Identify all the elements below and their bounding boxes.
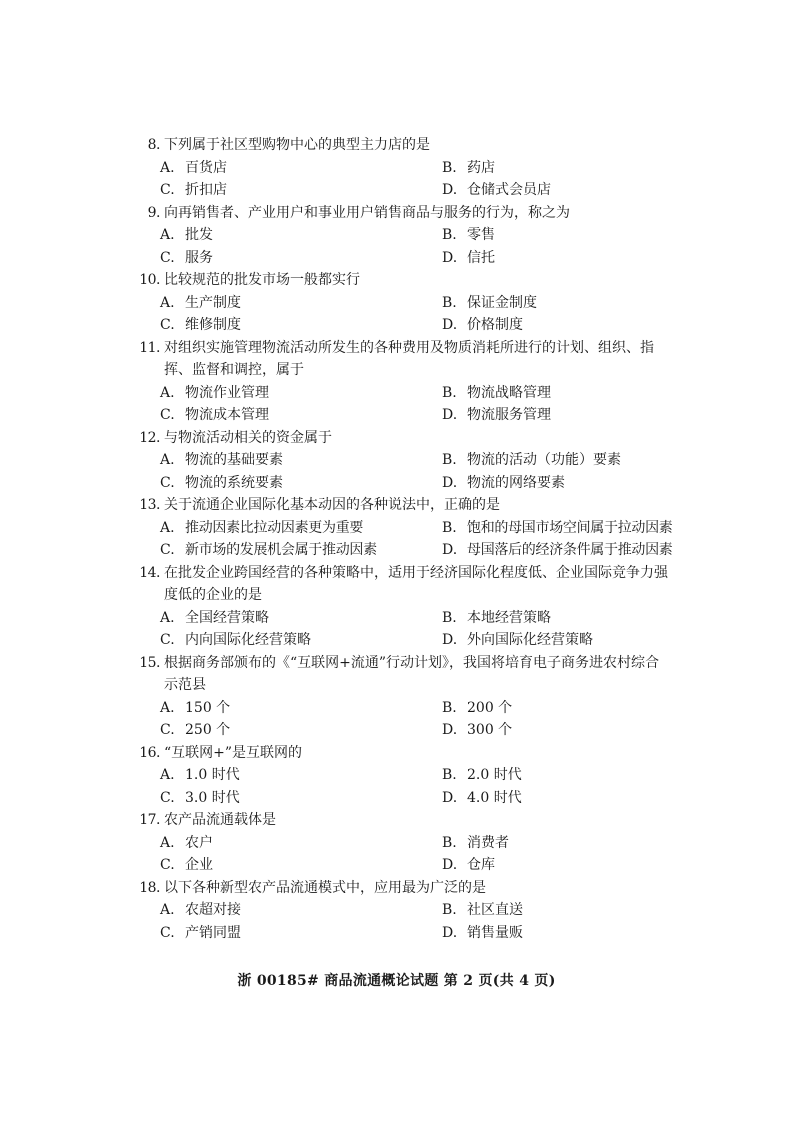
option-text: 母国落后的经济条件属于推动因素: [467, 542, 673, 558]
option-d: [442, 314, 705, 337]
option-text: 零售: [467, 227, 495, 243]
option-a: [160, 382, 442, 405]
option-c: [160, 472, 442, 495]
question-text: 根据商务部颁布的《“互联网+流通”行动计划》，我国将培育电子商务进农村综合示范县: [164, 654, 660, 693]
option-letter: C.: [160, 474, 175, 491]
option-letter: C.: [160, 407, 175, 423]
option-letter: B.: [442, 699, 457, 716]
option-c: [160, 787, 442, 810]
question-10: [126, 269, 671, 337]
option-text: 物流的活动（功能）要素: [467, 452, 621, 468]
option-text: 企业: [185, 857, 213, 873]
option-text: 内向国际化经营策略: [185, 632, 311, 648]
option-d: [442, 787, 705, 810]
question-text: 与物流活动相关的资金属于: [164, 429, 332, 446]
option-a: [160, 832, 442, 855]
option-grid: [126, 292, 671, 337]
option-letter: A.: [160, 699, 175, 716]
option-letter: C.: [160, 182, 175, 198]
option-letter: B.: [442, 159, 457, 176]
question-list: [126, 134, 671, 944]
question-13: [126, 494, 671, 562]
question-8: [126, 134, 671, 202]
option-c: [160, 719, 442, 742]
option-letter: C.: [160, 632, 175, 648]
question-text: 以下各种新型农产品流通模式中，应用最为广泛的是: [164, 879, 486, 896]
option-text: 250 个: [185, 722, 231, 738]
question-number: 16.: [139, 744, 160, 761]
option-a: [160, 517, 442, 540]
option-d: [442, 719, 705, 742]
option-grid: [126, 517, 671, 562]
option-letter: A.: [160, 767, 175, 783]
option-text: 全国经营策略: [185, 609, 269, 626]
option-text: 200 个: [467, 699, 513, 716]
option-grid: [126, 382, 671, 427]
option-text: 产销同盟: [185, 924, 241, 941]
question-stem: [126, 562, 671, 607]
option-c: [160, 922, 442, 945]
option-letter: A.: [160, 834, 175, 851]
option-a: [160, 224, 442, 247]
option-grid: [126, 449, 671, 494]
option-d: [442, 179, 705, 202]
question-stem: [126, 427, 671, 450]
question-number: 13.: [139, 497, 160, 513]
question-11: [126, 337, 671, 427]
option-a: [160, 697, 442, 720]
question-number: 18.: [139, 879, 160, 896]
option-text: 4.0 时代: [467, 789, 522, 806]
option-letter: A.: [160, 902, 175, 918]
option-a: [160, 157, 442, 180]
option-letter: B.: [442, 294, 457, 311]
option-letter: C.: [160, 317, 175, 333]
option-letter: D.: [442, 632, 458, 648]
question-number: 12.: [139, 429, 160, 446]
question-number: 17.: [139, 812, 160, 828]
option-a: [160, 899, 442, 922]
option-text: 维修制度: [185, 317, 241, 333]
option-text: 新市场的发展机会属于推动因素: [185, 542, 377, 558]
option-text: 外向国际化经营策略: [467, 632, 593, 648]
option-c: [160, 854, 442, 877]
option-b: [442, 292, 705, 315]
option-grid: [126, 224, 671, 269]
question-stem: [126, 269, 671, 292]
option-b: [442, 607, 705, 630]
option-text: 物流的系统要素: [185, 474, 283, 491]
option-letter: B.: [442, 452, 457, 468]
question-stem: [126, 337, 671, 382]
option-text: 消费者: [467, 834, 509, 851]
option-grid: [126, 832, 671, 877]
option-b: [442, 449, 705, 472]
question-stem: [126, 809, 671, 832]
question-9: [126, 202, 671, 270]
option-d: [442, 854, 705, 877]
option-letter: D.: [442, 474, 458, 491]
option-letter: B.: [442, 834, 457, 851]
option-letter: D.: [442, 924, 458, 941]
option-b: [442, 517, 705, 540]
question-text: 向再销售者、产业用户和事业用户销售商品与服务的行为，称之为: [164, 204, 570, 221]
option-d: [442, 404, 705, 427]
option-letter: C.: [160, 924, 175, 941]
option-text: 信托: [467, 249, 495, 266]
option-letter: C.: [160, 857, 175, 873]
option-letter: D.: [442, 249, 458, 266]
option-b: [442, 224, 705, 247]
question-12: [126, 427, 671, 495]
option-text: 价格制度: [467, 317, 523, 333]
option-a: [160, 292, 442, 315]
option-letter: B.: [442, 384, 457, 401]
option-text: 批发: [185, 227, 213, 243]
option-letter: D.: [442, 407, 458, 423]
option-text: 物流服务管理: [467, 407, 551, 423]
option-text: 300 个: [467, 722, 513, 738]
option-text: 生产制度: [185, 294, 241, 311]
question-text: 比较规范的批发市场一般都实行: [164, 272, 360, 288]
option-text: 销售量贩: [467, 924, 523, 941]
option-a: [160, 449, 442, 472]
option-letter: C.: [160, 722, 175, 738]
option-text: 折扣店: [185, 182, 227, 198]
question-stem: [126, 742, 671, 765]
option-letter: C.: [160, 789, 175, 806]
option-letter: A.: [160, 452, 175, 468]
option-letter: A.: [160, 227, 175, 243]
question-text: 在批发企业跨国经营的各种策略中，适用于经济国际化程度低、企业国际竞争力强度低的企业的是: [164, 564, 668, 603]
option-text: 物流成本管理: [185, 407, 269, 423]
option-c: [160, 179, 442, 202]
option-text: 2.0 时代: [467, 767, 522, 783]
option-b: [442, 832, 705, 855]
option-b: [442, 382, 705, 405]
option-d: [442, 922, 705, 945]
question-number: 8.: [147, 137, 160, 153]
option-text: 百货店: [185, 159, 227, 176]
option-text: 仓库: [467, 857, 495, 873]
question-text: 对组织实施管理物流活动所发生的各种费用及物质消耗所进行的计划、组织、指挥、监督和调控，属于: [164, 339, 654, 378]
question-stem: [126, 202, 671, 225]
question-18: [126, 877, 671, 945]
question-stem: [126, 494, 671, 517]
option-grid: [126, 764, 671, 809]
option-b: [442, 764, 705, 787]
question-text: “互联网+”是互联网的: [164, 744, 303, 761]
page-footer: 浙 00185# 商品流通概论试题 第 2 页(共 4 页): [237, 973, 556, 989]
option-b: [442, 157, 705, 180]
option-letter: B.: [442, 227, 457, 243]
option-c: [160, 404, 442, 427]
question-number: 10.: [139, 272, 160, 288]
option-text: 社区直送: [467, 902, 523, 918]
option-d: [442, 629, 705, 652]
question-text: 下列属于社区型购物中心的典型主力店的是: [164, 137, 430, 153]
option-text: 药店: [467, 159, 495, 176]
option-letter: B.: [442, 519, 457, 536]
option-letter: A.: [160, 609, 175, 626]
question-stem: [126, 134, 671, 157]
option-b: [442, 697, 705, 720]
option-letter: C.: [160, 542, 175, 558]
question-number: 14.: [139, 564, 160, 581]
option-letter: C.: [160, 249, 175, 266]
question-stem: [126, 877, 671, 900]
option-letter: A.: [160, 519, 175, 536]
question-number: 15.: [139, 654, 160, 671]
option-letter: D.: [442, 317, 458, 333]
option-text: 物流的基础要素: [185, 452, 283, 468]
option-d: [442, 539, 705, 562]
option-text: 饱和的母国市场空间属于拉动因素: [467, 519, 673, 536]
option-grid: [126, 899, 671, 944]
option-letter: B.: [442, 609, 457, 626]
question-number: 11.: [139, 339, 160, 356]
option-letter: B.: [442, 767, 457, 783]
option-c: [160, 629, 442, 652]
option-grid: [126, 607, 671, 652]
option-text: 服务: [185, 249, 213, 266]
option-text: 物流的网络要素: [467, 474, 565, 491]
option-letter: A.: [160, 384, 175, 401]
option-text: 仓储式会员店: [467, 182, 551, 198]
option-text: 物流作业管理: [185, 384, 269, 401]
option-text: 1.0 时代: [185, 767, 240, 783]
option-a: [160, 607, 442, 630]
question-17: [126, 809, 671, 877]
question-number: 9.: [147, 204, 160, 221]
option-text: 推动因素比拉动因素更为重要: [185, 519, 364, 536]
option-letter: D.: [442, 722, 458, 738]
option-letter: D.: [442, 789, 458, 806]
option-text: 物流战略管理: [467, 384, 551, 401]
question-text: 农产品流通载体是: [164, 812, 276, 828]
option-text: 本地经营策略: [467, 609, 551, 626]
option-text: 保证金制度: [467, 294, 537, 311]
option-c: [160, 539, 442, 562]
option-c: [160, 247, 442, 270]
option-d: [442, 472, 705, 495]
option-text: 3.0 时代: [185, 789, 240, 806]
question-15: [126, 652, 671, 742]
option-grid: [126, 697, 671, 742]
question-16: [126, 742, 671, 810]
option-letter: D.: [442, 182, 458, 198]
option-text: 150 个: [185, 699, 231, 716]
question-14: [126, 562, 671, 652]
option-a: [160, 764, 442, 787]
option-text: 农超对接: [185, 902, 241, 918]
option-b: [442, 899, 705, 922]
option-letter: D.: [442, 857, 458, 873]
option-letter: D.: [442, 542, 458, 558]
question-stem: [126, 652, 671, 697]
option-letter: B.: [442, 902, 457, 918]
option-grid: [126, 157, 671, 202]
option-text: 农户: [185, 834, 213, 851]
option-letter: A.: [160, 294, 175, 311]
question-text: 关于流通企业国际化基本动因的各种说法中，正确的是: [164, 497, 500, 513]
option-letter: A.: [160, 159, 175, 176]
option-d: [442, 247, 705, 270]
option-c: [160, 314, 442, 337]
